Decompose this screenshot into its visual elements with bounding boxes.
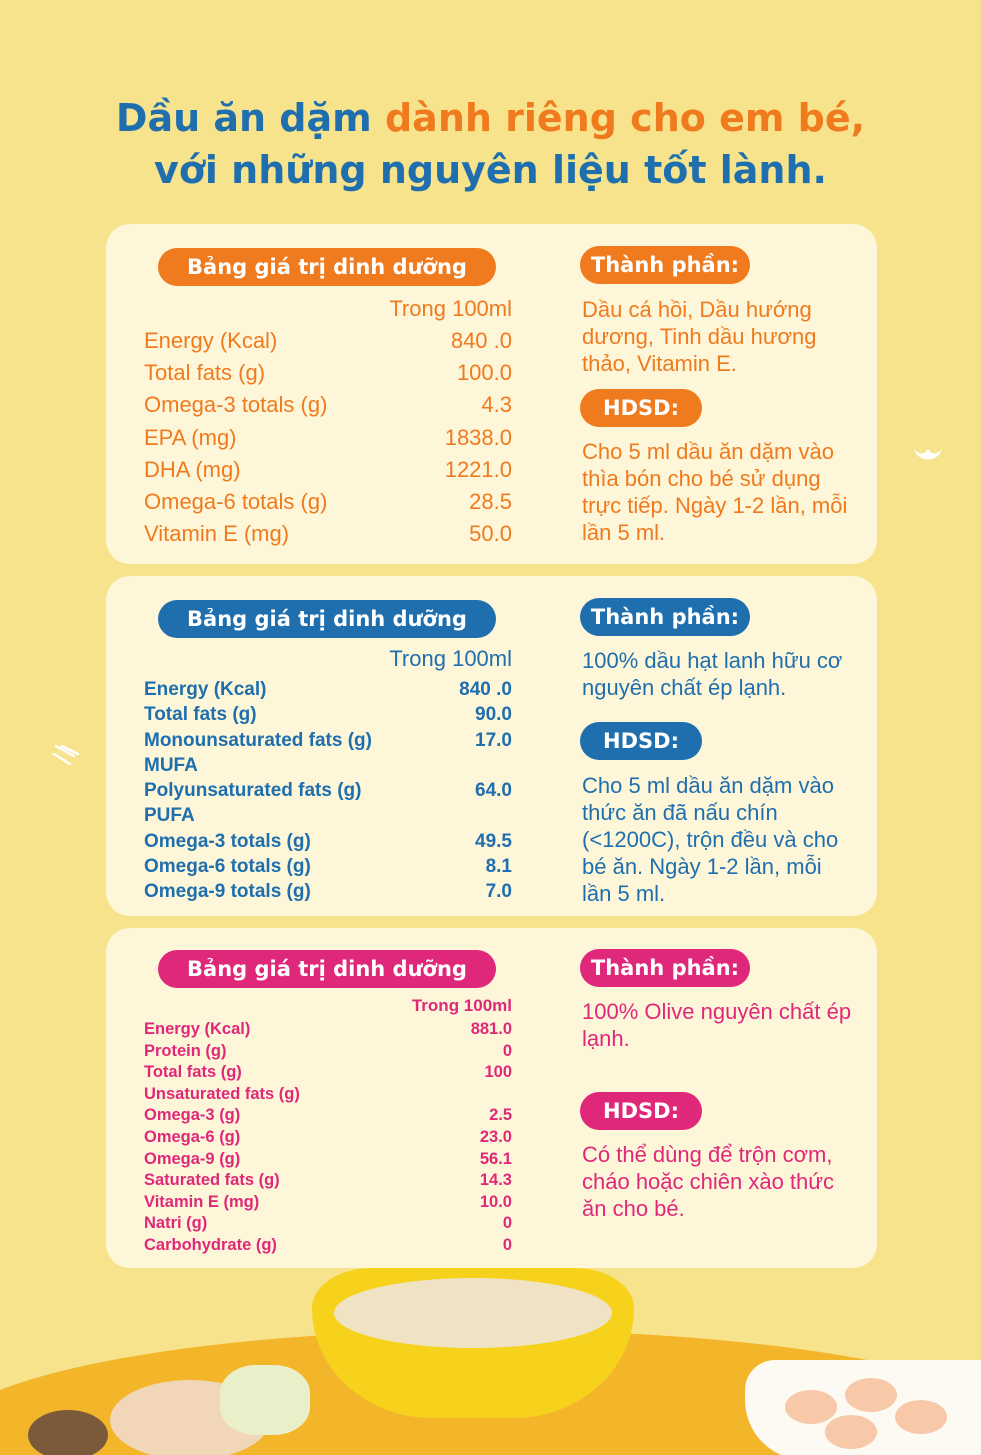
nutrient-value: 0	[502, 1041, 512, 1060]
leaf-icon	[912, 447, 944, 465]
nutrition-row	[144, 486, 512, 518]
nutrient-label: Energy (Kcal)	[144, 1020, 251, 1038]
nutrition-row	[144, 422, 512, 454]
nutrient-value: 0	[502, 1235, 512, 1254]
column-header: Trong 100ml	[411, 996, 512, 1015]
nutrient-value: 4.3	[481, 392, 512, 418]
nutrient-label: Natri (g)	[144, 1214, 208, 1233]
nutrition-row	[144, 1213, 512, 1235]
nutrition-table-title: Bảng giá trị dinh dưỡng	[158, 600, 496, 638]
ingredients-title: Thành phần:	[580, 949, 750, 987]
nutrition-row	[144, 1235, 512, 1257]
nutrition-row	[144, 879, 512, 904]
shrimp-plate-illustration	[745, 1360, 981, 1455]
nutrient-value: 881.0	[470, 1020, 512, 1038]
nutrient-label: Omega-9 (g)	[144, 1149, 241, 1168]
usage-title: HDSD:	[580, 389, 702, 427]
nutrition-row	[144, 325, 512, 357]
shrimp-illustration	[785, 1390, 837, 1424]
ingredients-text: 100% dầu hạt lanh hữu cơ nguyên chất ép lạnh.	[582, 648, 843, 700]
nutrient-value: 14.3	[479, 1171, 512, 1190]
nutrient-value: 0	[502, 1214, 512, 1233]
nutrient-label: Vitamin E (mg)	[144, 521, 290, 547]
nutrition-row	[144, 702, 512, 727]
sparkle-lines-icon	[52, 744, 80, 768]
ingredients-text: 100% Olive nguyên chất ép lạnh.	[582, 999, 852, 1051]
headline-line-2	[0, 144, 981, 196]
shrimp-illustration	[845, 1378, 897, 1412]
nutrition-row	[144, 1170, 512, 1192]
nutrition-row	[144, 1105, 512, 1127]
cabbage-illustration	[220, 1365, 310, 1435]
nutrient-label: Energy (Kcal)	[144, 328, 278, 353]
nutrient-label: Omega-3 totals (g)	[144, 830, 311, 852]
nutrition-row	[144, 1127, 512, 1149]
nutrition-row	[144, 1019, 512, 1041]
ingredients-title: Thành phần:	[580, 598, 750, 636]
nutrient-label: Omega-6 totals (g)	[144, 489, 328, 515]
nutrition-row	[144, 1041, 512, 1063]
nutrition-row	[144, 1192, 512, 1214]
nutrition-row	[144, 854, 512, 879]
nutrition-row	[144, 454, 512, 486]
headline-line-1	[0, 92, 981, 144]
nutrient-value: 100	[484, 1063, 512, 1082]
shrimp-illustration	[895, 1400, 947, 1434]
porridge-bowl-illustration	[312, 1268, 634, 1418]
ingredients-title: Thành phần:	[580, 246, 750, 284]
nutrition-row	[144, 1149, 512, 1171]
nutrient-value: 840 .0	[450, 328, 512, 353]
nutrient-value: 56.1	[479, 1149, 512, 1168]
headline-line-2-plain: với những	[154, 148, 380, 192]
nutrient-value: 1838.0	[444, 424, 512, 450]
nutrition-card-flaxseed	[106, 576, 877, 916]
nutrition-row	[144, 829, 512, 854]
nutrient-label: Total fats (g)	[144, 1063, 242, 1082]
nutrition-row	[144, 1084, 512, 1106]
nutrient-label: Saturated fats (g)	[144, 1171, 280, 1190]
nutrient-value: 50.0	[469, 521, 512, 547]
nutrient-value: 17.0	[475, 729, 512, 751]
nutrient-value: 64.0	[475, 780, 512, 802]
mushroom-illustration	[28, 1410, 108, 1455]
nutrition-row	[144, 677, 512, 702]
nutrient-label: Total fats (g)	[144, 360, 266, 386]
nutrition-row	[144, 389, 512, 421]
nutrient-label: Omega-3 totals (g)	[144, 392, 328, 418]
nutrient-label: Total fats (g)	[144, 704, 257, 726]
nutrient-value: 10.0	[479, 1192, 512, 1211]
nutrition-rows	[144, 677, 512, 905]
nutrient-label: Omega-9 totals (g)	[144, 881, 311, 903]
nutrient-label: Monounsaturated fats (g)	[144, 729, 372, 751]
headline-line-2-highlight: nguyên liệu tốt lành.	[379, 148, 827, 192]
column-header: Trong 100ml	[389, 296, 512, 321]
nutrient-label: Omega-3 (g)	[144, 1106, 241, 1125]
nutrient-label: Omega-6 (g)	[144, 1127, 241, 1146]
usage-text: Cho 5 ml dầu ăn dặm vào thức ăn đã nấu chín (<1200C), trộn đều và cho bé ăn. Ngày 1-2 lần, mỗi lần 5 ml.	[582, 773, 839, 906]
nutrient-value: 28.5	[469, 489, 512, 515]
nutrient-label: Polyunsaturated fats (g)	[144, 780, 362, 802]
nutrient-value: 1221.0	[444, 456, 512, 482]
nutrient-value: 2.5	[489, 1106, 512, 1125]
nutrient-label: Protein (g)	[144, 1041, 227, 1060]
nutrition-rows	[144, 1019, 512, 1257]
nutrition-card-salmon	[106, 224, 877, 564]
nutrition-row	[144, 778, 512, 829]
nutrition-row	[144, 518, 512, 550]
nutrient-label: Vitamin E (mg)	[144, 1192, 260, 1211]
nutrition-rows	[144, 325, 512, 550]
shrimp-illustration	[825, 1415, 877, 1449]
nutrient-value: 8.1	[485, 856, 512, 878]
nutrient-sublabel: MUFA	[144, 754, 198, 776]
nutrition-card-olive	[106, 928, 877, 1268]
column-header: Trong 100ml	[389, 646, 512, 671]
headline-line-1-plain: Dầu ăn dặm	[115, 96, 385, 140]
porridge	[334, 1278, 612, 1348]
nutrition-table-title: Bảng giá trị dinh dưỡng	[158, 248, 496, 286]
ingredients-text: Dầu cá hồi, Dầu hướng dương, Tinh dầu hương thảo, Vitamin E.	[582, 297, 817, 376]
usage-title: HDSD:	[580, 1092, 702, 1130]
nutrient-label: Unsaturated fats (g)	[144, 1084, 300, 1103]
nutrition-row	[144, 357, 512, 389]
nutrient-sublabel: PUFA	[144, 805, 195, 827]
nutrient-label: EPA (mg)	[144, 424, 237, 450]
usage-text: Có thể dùng để trộn cơm, cháo hoặc chiên xào thức ăn cho bé.	[582, 1142, 835, 1221]
nutrient-value: 7.0	[485, 881, 512, 903]
headline	[0, 92, 981, 196]
nutrient-label: Carbohydrate (g)	[144, 1235, 277, 1254]
nutrient-value: 100.0	[456, 360, 512, 386]
nutrition-row	[144, 1062, 512, 1084]
nutrient-label: DHA (mg)	[144, 456, 241, 482]
nutrition-table-title: Bảng giá trị dinh dưỡng	[158, 950, 496, 988]
usage-text: Cho 5 ml dầu ăn dặm vào thìa bón cho bé sử dụng trực tiếp. Ngày 1-2 lần, mỗi lần 5 ml.	[582, 439, 848, 545]
nutrient-value: 90.0	[475, 704, 512, 726]
nutrient-value: 840 .0	[459, 679, 512, 700]
headline-line-1-highlight: dành riêng cho em bé,	[384, 96, 866, 140]
nutrition-row	[144, 728, 512, 779]
usage-title: HDSD:	[580, 722, 702, 760]
nutrient-value: 23.0	[479, 1127, 512, 1146]
nutrient-label: Omega-6 totals (g)	[144, 856, 311, 878]
nutrient-value: 49.5	[475, 830, 512, 852]
nutrient-label: Energy (Kcal)	[144, 679, 267, 700]
